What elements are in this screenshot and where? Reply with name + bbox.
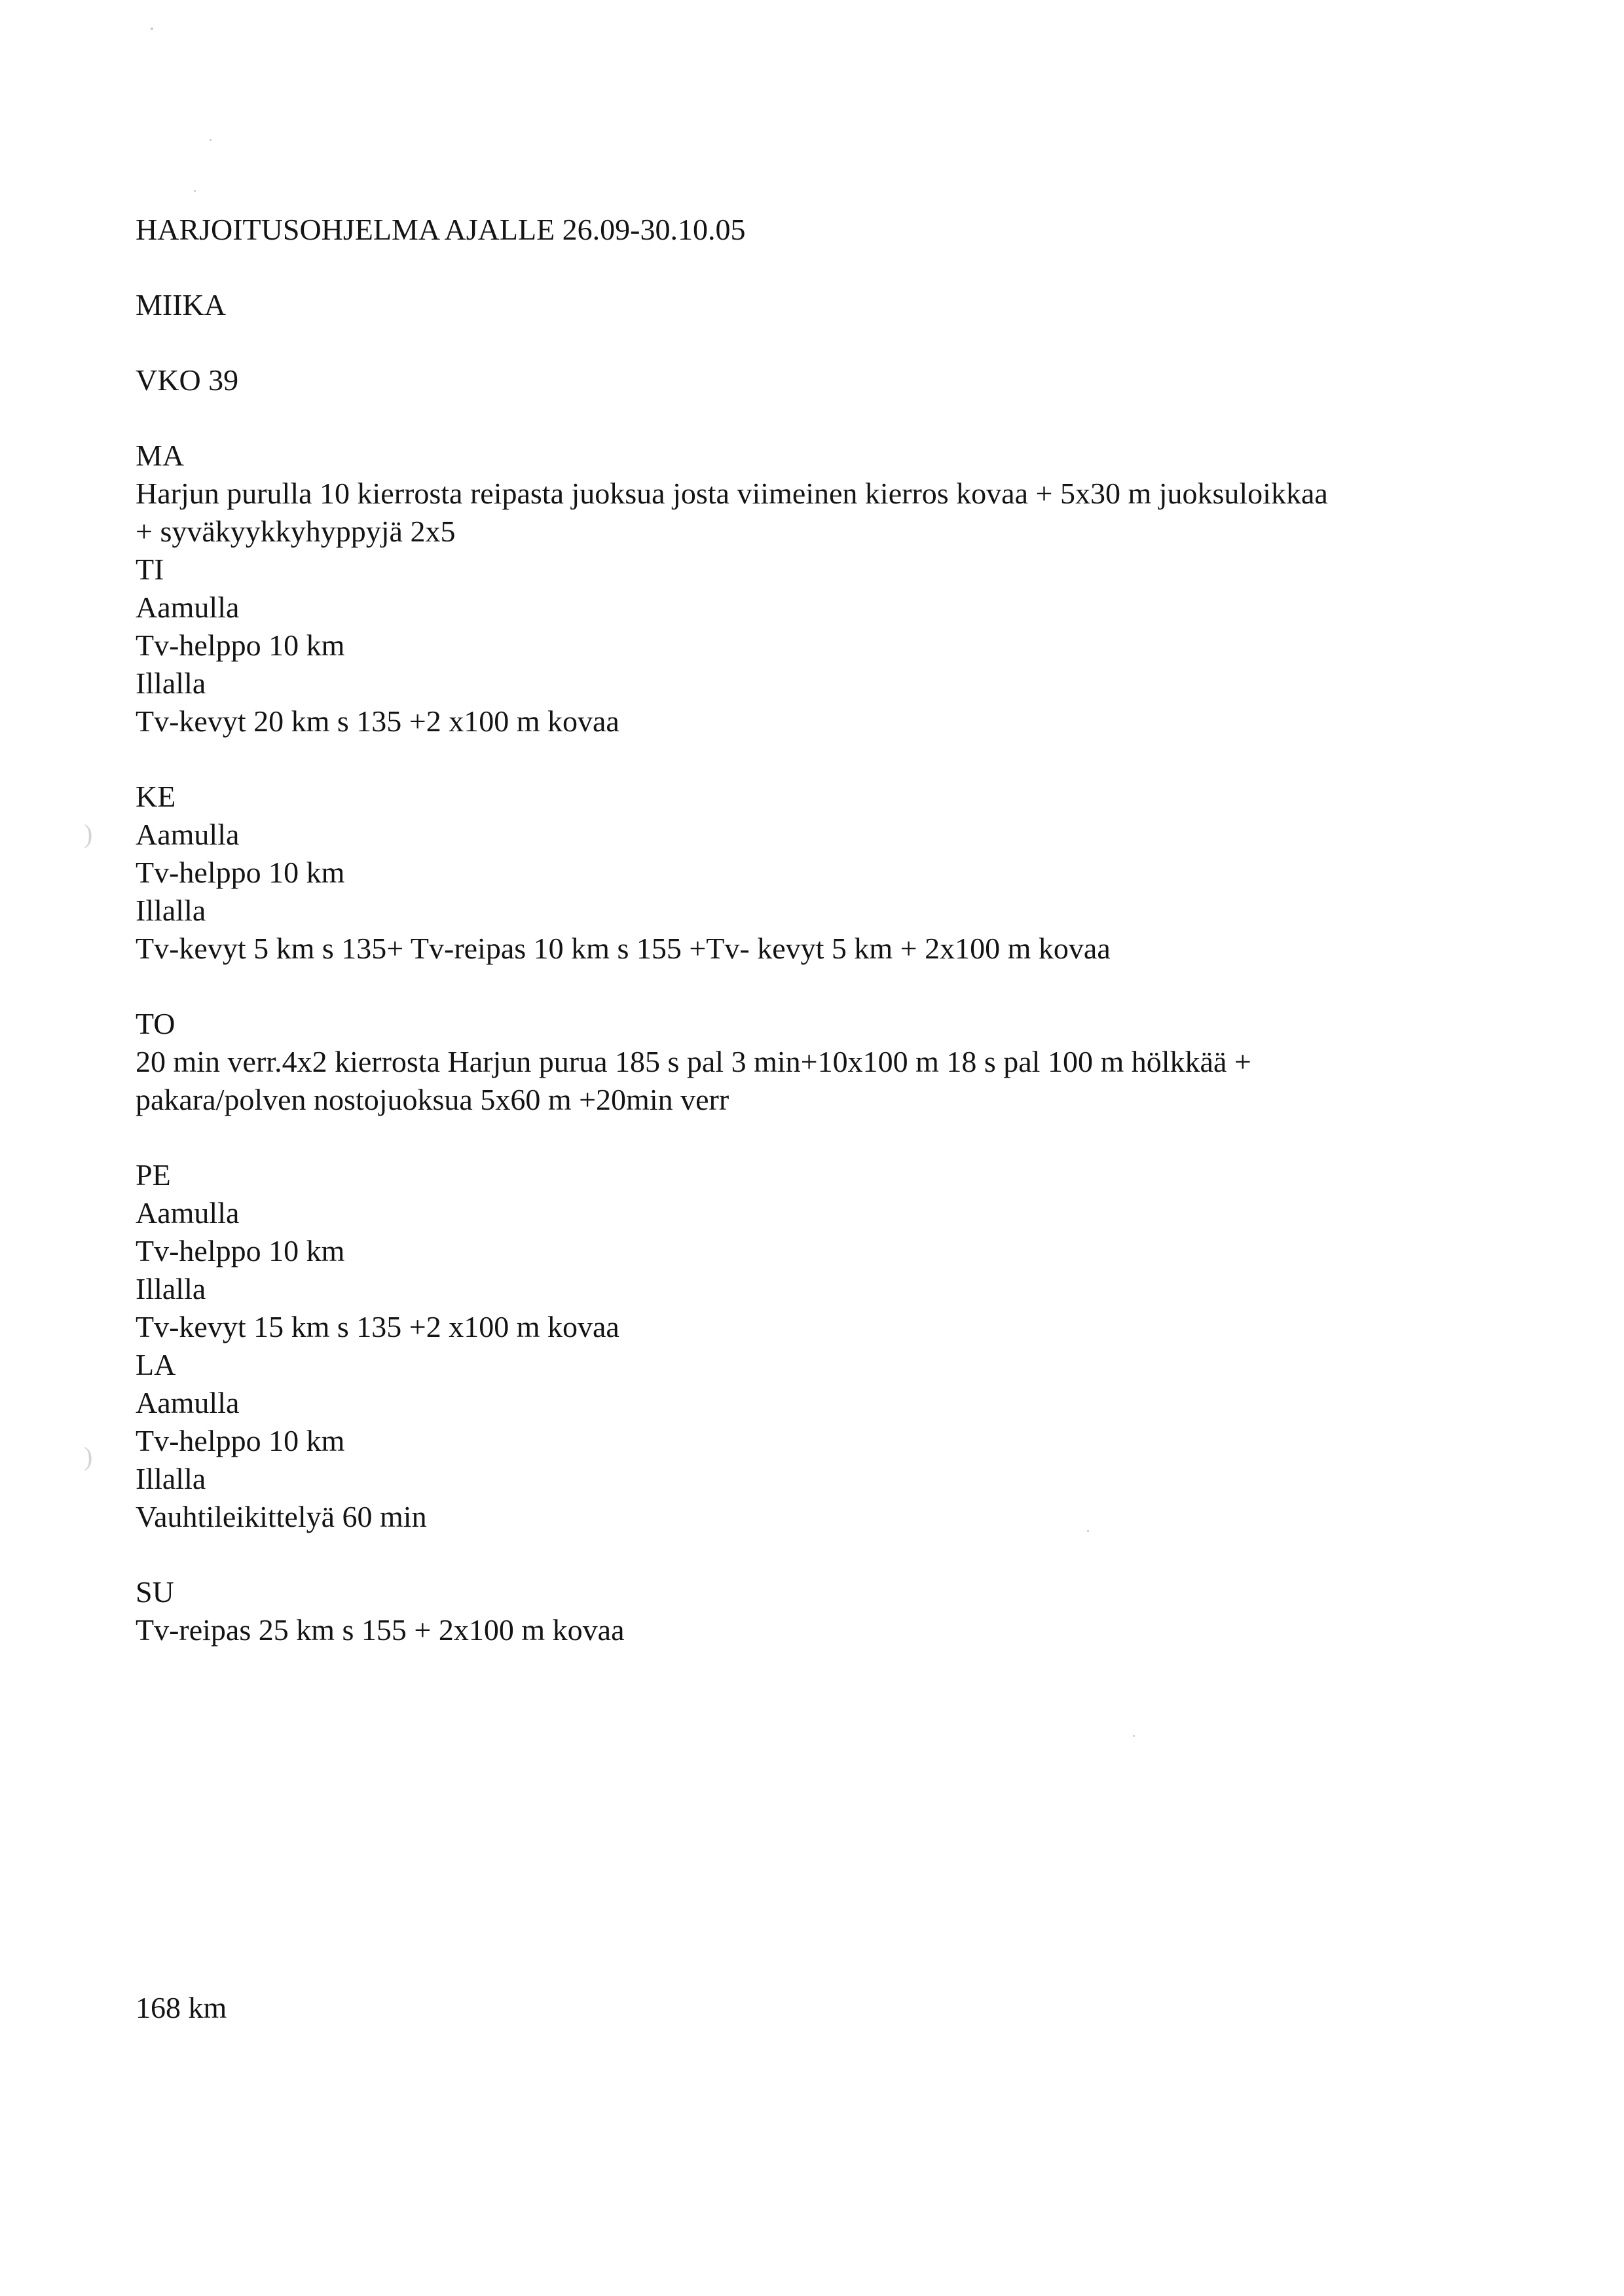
workout-line: Tv-helppo 10 km — [136, 629, 345, 662]
workout-line: Aamulla — [136, 1386, 240, 1419]
workout-line: Tv-kevyt 5 km s 135+ Tv-reipas 10 km s 155 +Tv- kevyt 5 km + 2x100 m kovaa — [136, 932, 1111, 965]
scan-speck — [210, 139, 212, 141]
workout-line: Illalla — [136, 1272, 206, 1305]
day-label-to: TO — [136, 1007, 175, 1040]
workout-line: Aamulla — [136, 818, 240, 851]
athlete-name: MIIKA — [136, 288, 226, 321]
workout-line: Tv-kevyt 15 km s 135 +2 x100 m kovaa — [136, 1310, 619, 1343]
scan-speck — [151, 27, 153, 30]
workout-line: + syväkyykkyhyppyjä 2x5 — [136, 515, 456, 548]
workout-line: Aamulla — [136, 1196, 240, 1230]
workout-line: Illalla — [136, 1462, 206, 1495]
workout-line: Illalla — [136, 666, 206, 700]
day-label-la: LA — [136, 1348, 176, 1381]
day-label-ma: MA — [136, 439, 185, 472]
scan-mark: ) — [84, 1442, 93, 1471]
total-distance: 168 km — [136, 1991, 227, 2024]
workout-line: Tv-kevyt 20 km s 135 +2 x100 m kovaa — [136, 704, 619, 738]
scan-speck — [194, 190, 196, 192]
workout-line: Vauhtileikittelyä 60 min — [136, 1500, 427, 1533]
week-label: VKO 39 — [136, 363, 239, 397]
workout-line: Aamulla — [136, 591, 240, 624]
workout-line: Tv-helppo 10 km — [136, 856, 345, 889]
day-label-su: SU — [136, 1575, 174, 1609]
day-label-ke: KE — [136, 780, 176, 813]
workout-line: Tv-reipas 25 km s 155 + 2x100 m kovaa — [136, 1613, 625, 1647]
workout-line: Harjun purulla 10 kierrosta reipasta juoksua josta viimeinen kierros kovaa + 5x30 m juoksuloikkaa — [136, 477, 1328, 510]
day-label-ti: TI — [136, 553, 164, 586]
scan-speck — [1087, 1530, 1089, 1532]
workout-line: Tv-helppo 10 km — [136, 1234, 345, 1267]
workout-line: pakara/polven nostojuoksua 5x60 m +20min verr — [136, 1083, 729, 1116]
workout-line: Tv-helppo 10 km — [136, 1424, 345, 1457]
document-title: HARJOITUSOHJELMA AJALLE 26.09-30.10.05 — [136, 213, 746, 246]
scan-speck — [1133, 1735, 1135, 1737]
workout-line: Illalla — [136, 894, 206, 927]
scan-mark: ) — [84, 819, 93, 848]
workout-line: 20 min verr.4x2 kierrosta Harjun purua 185 s pal 3 min+10x100 m 18 s pal 100 m hölkkää + — [136, 1045, 1251, 1078]
day-label-pe: PE — [136, 1158, 171, 1192]
